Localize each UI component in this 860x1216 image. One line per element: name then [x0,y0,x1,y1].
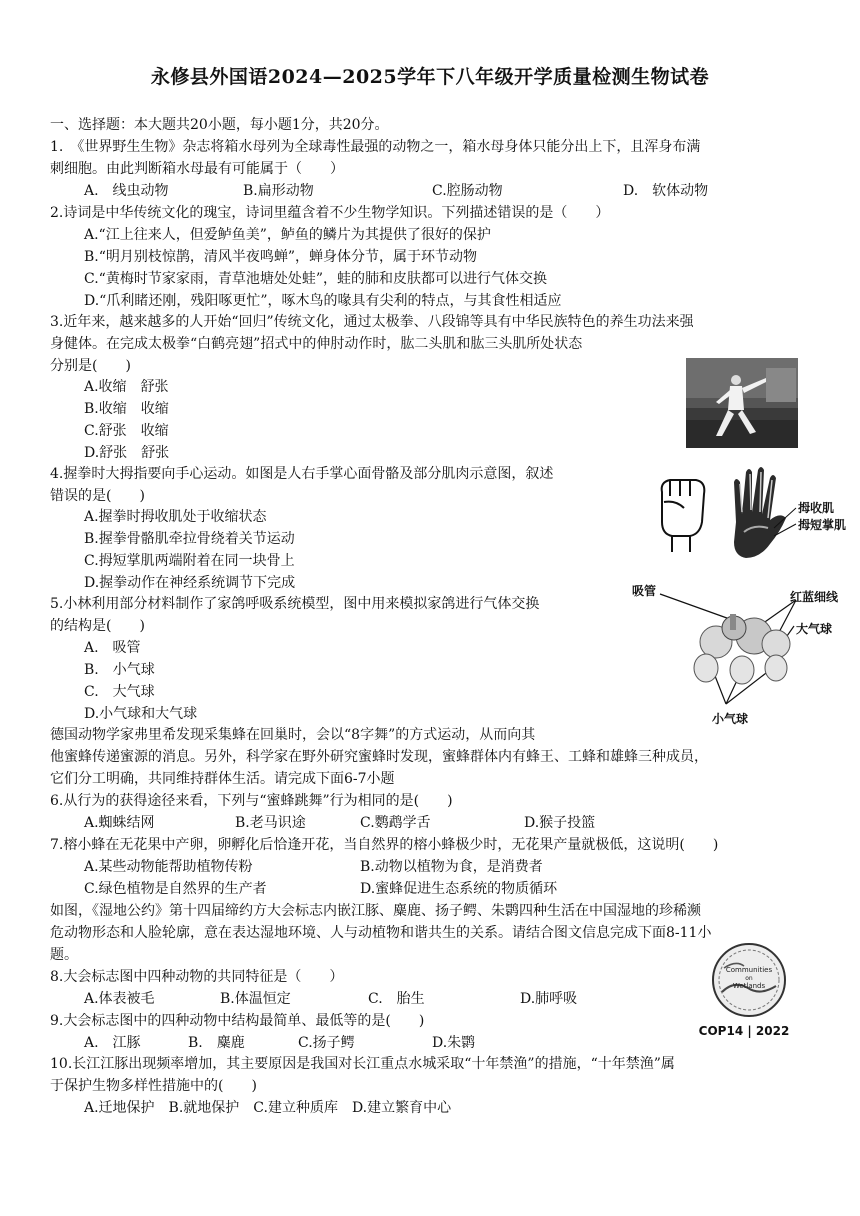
hand-skeleton-drawing [734,467,796,558]
q9-option-d: D.朱鹮 [432,1035,476,1051]
q2-option-b: B.“明月别枝惊鹊，清风半夜鸣蝉”，蝉身体分节，属于环节动物 [84,249,478,265]
q6-option-d: D.猴子投篮 [524,815,596,831]
bee-passage-line-1: 德国动物学家弗里希发现采集蜂在回巢时，会以“8字舞”的方式运动，从而向其 [50,727,536,743]
q1-stem-line-2: 刺细胞。由此判断箱水母最有可能属于（ ） [50,161,344,177]
q9-option-a: A. 江豚 [84,1035,141,1051]
q1-option-a: A. 线虫动物 [84,183,169,199]
q7-option-b: B.动物以植物为食，是消费者 [360,859,543,875]
label-straw: 吸管 [632,584,657,598]
logo-caption: COP14 | 2022 [698,1024,790,1038]
q6-option-b: B.老马识途 [235,815,306,831]
q8-option-a: A.体表被毛 [84,991,155,1007]
q4-option-d: D.握拳动作在神经系统调节下完成 [84,575,296,591]
logo-seal-line-3: Wetlands [732,982,766,990]
q4-option-b: B.握拳骨骼肌牵拉骨绕着关节运动 [84,531,295,547]
q8-option-b: B.体温恒定 [220,991,291,1007]
q5-option-b: B. 小气球 [84,662,155,678]
q2-option-d: D.“爪利睹还刚，残阳啄更忙”，啄木鸟的喙具有尖利的特点，与其食性相适应 [84,293,562,309]
q1-stem-line-1: 1. 《世界野生生物》杂志将箱水母列为全球毒性最强的动物之一，箱水母身体只能分出上下，且浑身布满 [50,139,701,155]
q1-option-d: D. 软体动物 [623,183,709,199]
wetland-passage-line-2: 危动物形态和人脸轮廓，意在表达湿地环境、人与动植物和谐共生的关系。请结合图文信息完成下面8-11小 [50,925,712,941]
q4-option-c: C.拇短掌肌两端附着在同一块骨上 [84,553,295,569]
q4-option-a: A.握拳时拇收肌处于收缩状态 [84,509,267,525]
q10-stem-line-1: 10.长江江豚出现频率增加，其主要原因是我国对长江重点水城采取“十年禁渔”的措施，“十年禁渔”属 [50,1056,675,1072]
label-big-balloon: 大气球 [796,622,833,636]
label-red-blue-thread: 红蓝细线 [790,590,839,604]
q5-option-c: C. 大气球 [84,684,155,700]
q5-stem-line-1: 5.小林利用部分材料制作了家鸽呼吸系统模型，图中用来模拟家鸽进行气体交换 [50,596,540,612]
q7-option-c: C.绿色植物是自然界的生产者 [84,881,267,897]
q2-stem: 2.诗词是中华传统文化的瑰宝，诗词里蕴含着不少生物学知识。下列描述错误的是（ ） [50,205,610,221]
q4-stem-line-1: 4.握拳时大拇指要向手心运动。如图是人右手掌心面骨骼及部分肌肉示意图，叙述 [50,466,554,482]
q3-option-a: A.收缩 舒张 [84,379,169,395]
q9-option-b: B. 麋鹿 [188,1035,245,1051]
wetland-passage-line-3: 题。 [50,947,78,963]
q1-option-b: B.扁形动物 [243,183,314,199]
q8-option-d: D.肺呼吸 [520,991,578,1007]
q7-option-a: A.某些动物能帮助植物传粉 [84,859,253,875]
q3-stem-line-2: 身健体。在完成太极拳“白鹤亮翅”招式中的伸肘动作时，肱二头肌和肱三头肌所处状态 [50,336,583,352]
q2-option-a: A.“江上往来人，但爱鲈鱼美”，鲈鱼的鳞片为其提供了很好的保护 [84,227,491,243]
pigeon-lung-model-figure [630,578,850,728]
q3-option-b: B.收缩 收缩 [84,401,169,417]
q3-stem-line-3: 分别是( ) [50,358,131,374]
hand-muscle-figure [650,462,850,570]
q6-option-c: C.鹦鹉学舌 [360,815,431,831]
section-header: 一、选择题：本大题共20小题，每小题1分，共20分。 [50,117,389,133]
exam-title: 永修县外国语2024—2025学年下八年级开学质量检测生物试卷 [150,66,710,88]
q10-options: A.迁地保护 B.就地保护 C.建立种质库 D.建立繁育中心 [84,1100,452,1116]
q9-stem: 9.大会标志图中的四种动物中结构最简单、最低等的是( ) [50,1013,425,1029]
q6-stem: 6.从行为的获得途径来看，下列与“蜜蜂跳舞”行为相同的是( ) [50,793,453,809]
q5-stem-line-2: 的结构是( ) [50,618,145,634]
q3-stem-line-1: 3.近年来，越来越多的人开始“回归”传统文化，通过太极拳、八段锦等具有中华民族特色的养生功法来强 [50,314,694,330]
q8-stem: 8.大会标志图中四种动物的共同特征是（ ） [50,969,344,985]
q5-option-a: A. 吸管 [84,640,141,656]
label-small-balloon: 小气球 [712,712,749,726]
logo-seal-line-1: Communities [725,966,773,974]
logo-seal-line-2: on [745,975,753,982]
q5-option-d: D.小气球和大气球 [84,706,198,722]
fist-drawing [662,480,705,552]
q10-stem-line-2: 于保护生物多样性措施中的( ) [50,1078,257,1094]
q4-stem-line-2: 错误的是( ) [50,488,145,504]
cop14-logo [694,940,804,1044]
q7-stem: 7.榕小蜂在无花果中产卵，卵孵化后恰逢开花，当自然界的榕小蜂极少时，无花果产量就极低，这说明( ) [50,837,719,853]
q3-option-d: D.舒张 舒张 [84,445,170,461]
q2-option-c: C.“黄梅时节家家雨，青草池塘处处蛙”，蛙的肺和皮肤都可以进行气体交换 [84,271,547,287]
q9-option-c: C.扬子鳄 [298,1035,355,1051]
bee-passage-line-3: 它们分工明确，共同维持群体生活。请完成下面6-7小题 [50,771,395,787]
q3-option-c: C.舒张 收缩 [84,423,169,439]
q1-option-c: C.腔肠动物 [432,183,503,199]
q8-option-c: C. 胎生 [368,991,425,1007]
bee-passage-line-2: 他蜜蜂传递蜜源的消息。另外，科学家在野外研究蜜蜂时发现，蜜蜂群体内有蜂王、工蜂和雄蜂三种成员， [50,749,708,765]
q6-option-a: A.蜘蛛结网 [84,815,155,831]
q7-option-d: D.蜜蜂促进生态系统的物质循环 [360,881,558,897]
label-palmaris-brevis: 拇短掌肌 [798,518,847,532]
label-adductor-pollicis: 拇收肌 [798,501,835,515]
tai-chi-photo [686,358,798,448]
wetland-passage-line-1: 如图，《湿地公约》第十四届缔约方大会标志内嵌江豚、麋鹿、扬子鳄、朱鹮四种生活在中国湿地的珍稀濒 [50,903,701,919]
